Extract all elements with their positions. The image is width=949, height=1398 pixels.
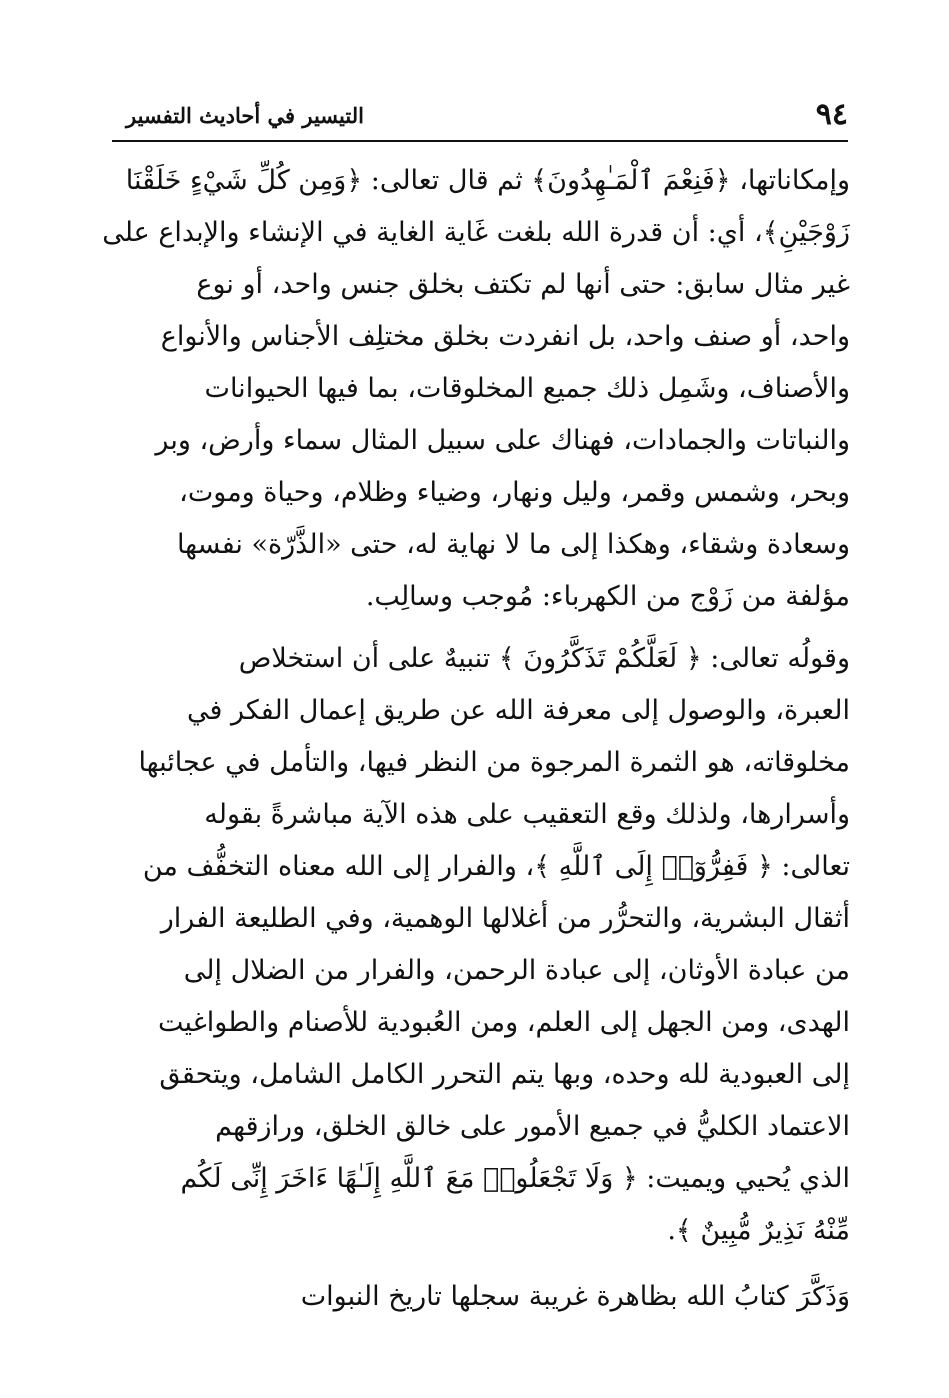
text-line: الذي يُحيي ويميت: ﴿ وَلَا تَجْعَلُوا۟ مَعَ ٱللَّهِ إِلَـٰهًا ءَاخَرَ إِنِّى لَكُم (180, 1163, 850, 1194)
header-rule (112, 140, 848, 142)
page-number: ٩٤ (815, 97, 848, 132)
text-line: مخلوقاته، هو الثمرة المرجوة من النظر فيها، والتأمل في عجائبها (138, 747, 850, 778)
paragraph-2 (100, 633, 850, 1257)
body-text (100, 155, 850, 1323)
text-line: الهدى، ومن الجهل إلى العلم، ومن العُبودية للأصنام والطواغيت (158, 1007, 850, 1038)
text-line: وإمكاناتها، ﴿فَنِعْمَ ٱلْمَـٰهِدُونَ﴾ ثم قال تعالى: ﴿وَمِن كُلِّ شَيْءٍ خَلَقْنَا (125, 165, 850, 196)
text-line: من عبادة الأوثان، إلى عبادة الرحمن، والفرار من الضلال إلى (183, 955, 850, 986)
text-line: وبحر، وشمس وقمر، وليل ونهار، وضياء وظلام، وحياة وموت، (179, 477, 850, 508)
paragraph-gap (100, 623, 850, 633)
text-line: والنباتات والجمادات، فهناك على سبيل المثال سماء وأرض، وبر (155, 425, 850, 456)
paragraph-1 (100, 155, 850, 623)
text-line: إلى العبودية لله وحده، وبها يتم التحرر الكامل الشامل، ويتحقق (159, 1059, 850, 1090)
paragraph-3 (100, 1271, 850, 1323)
text-line: والأصناف، وشَمِل ذلك جميع المخلوقات، بما فيها الحيوانات (204, 373, 850, 404)
text-line: العبرة، والوصول إلى معرفة الله عن طريق إعمال الفكر في (186, 695, 850, 726)
running-title: التيسير في أحاديث التفسير (126, 103, 364, 128)
text-line: الاعتماد الكليُّ في جميع الأمور على خالق الخلق، ورازقهم (215, 1111, 850, 1142)
text-line: وقولُه تعالى: ﴿ لَعَلَّكُمْ تَذَكَّرُونَ ﴾ تنبيهٌ على أن استخلاص (238, 643, 850, 674)
text-line: أثقال البشرية، والتحرُّر من أغلالها الوهمية، وفي الطليعة الفرار (160, 903, 850, 934)
page-header (112, 96, 848, 136)
text-line: مؤلفة من زَوْج من الكهرباء: مُوجب وسالِب. (365, 581, 850, 612)
text-line: زَوْجَيْنِ﴾، أي: أن قدرة الله بلغت غَاية الغاية في الإنشاء والإبداع على (102, 217, 850, 248)
text-line: واحد، أو صنف واحد، بل انفردت بخلق مختلِف الأجناس والأنواع (160, 321, 850, 352)
text-line: وأسرارها، ولذلك وقع التعقيب على هذه الآية مباشرةً بقوله (204, 799, 850, 830)
paragraph-gap (100, 1257, 850, 1271)
text-line: وسعادة وشقاء، وهكذا إلى ما لا نهاية له، حتى «الذَّرّة» نفسها (176, 529, 850, 560)
text-line: وَذَكَّرَ كتابُ الله بظاهرة غريبة سجلها تاريخ النبوات (300, 1281, 850, 1312)
text-line: غير مثال سابق: حتى أنها لم تكتف بخلق جنس واحد، أو نوع (196, 269, 850, 300)
text-line: تعالى: ﴿ فَفِرُّوٓا۟ إِلَى ٱللَّهِ ﴾، والفرار إلى الله معناه التخفُّف من (142, 851, 850, 882)
text-line: مِّنْهُ نَذِيرٌ مُّبِينٌ ﴾. (667, 1215, 850, 1246)
